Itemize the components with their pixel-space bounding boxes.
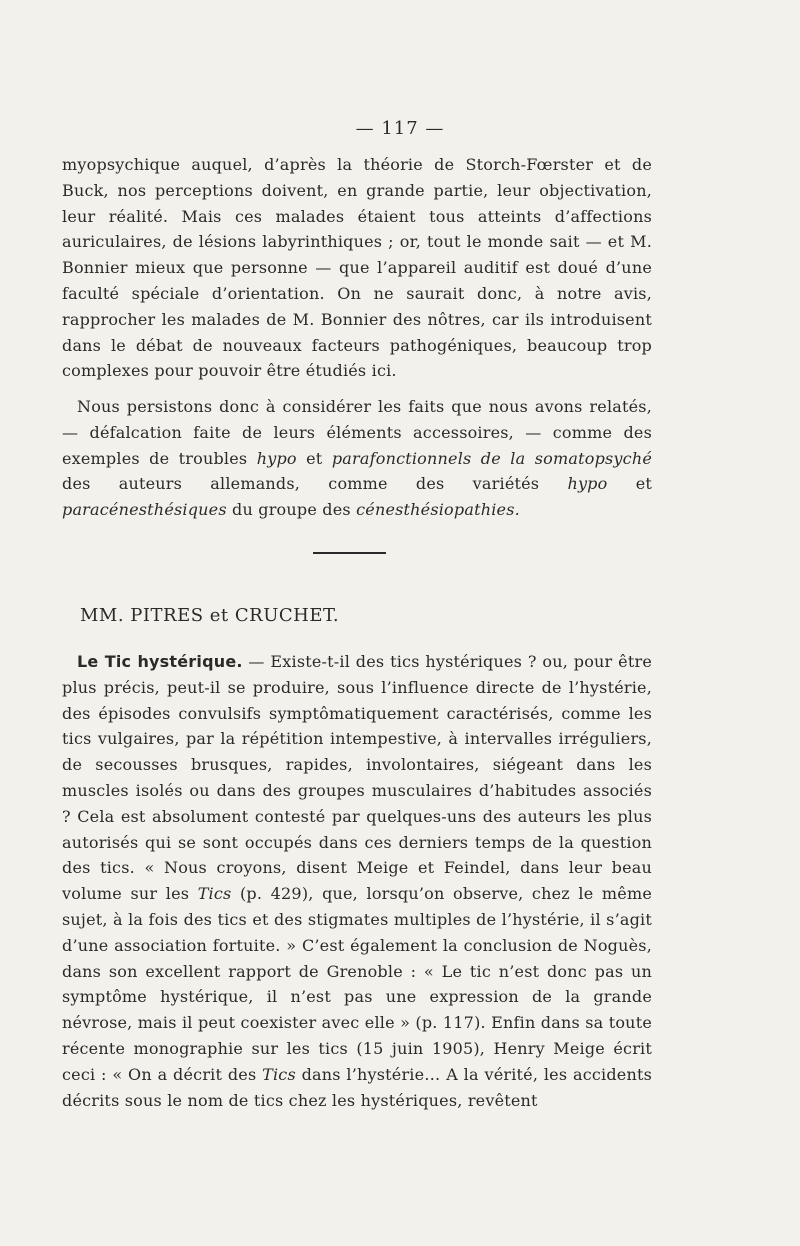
- text-run: — Existe-t-il des tics hystériques ? ou, pour être plus précis, peut-il se produire, sous l’influence directe de l’hystérie, des épisodes convulsifs symptômatiquement caractérisés, comme les tics vulgaires, par la répétition intempestive, à intervalles irréguliers, de secousses brusques, rapides, involontaires, siégeant dans les muscles isolés ou dans des groupes musculaires d’habitudes associés ? Cela est absolument contesté par quelques-uns des auteurs les plus autorisés qui se sont occupés dans ces derniers temps de la question des tics. « Nous croyons, disent Meige et Feindel, dans leur beau volume sur les: [62, 652, 652, 904]
- paragraph-text: [62, 649, 652, 1113]
- text-run: des auteurs allemands, comme des variétés: [62, 474, 568, 494]
- text-run: Nous persistons donc à considérer les faits que nous avons relatés, — défalcation faite de leurs éléments accessoires, — comme des exemples de troubles: [62, 397, 652, 468]
- text-run: et: [607, 474, 652, 494]
- section-heading: Le Tic hystérique.: [77, 652, 243, 671]
- paragraph-text: myopsychique auquel, d’après la théorie de Storch-Fœrster et de Buck, nos perceptions doivent, en grande partie, leur objectivation, leur réalité. Mais ces malades étaient tous atteints d’affections auriculaires, de lésions labyrinthiques ; or, tout le monde sait — et M. Bonnier mieux que personne — que l’appareil auditif est doué d’une faculté spéciale d’orientation. On ne saurait donc, à notre avis, rapprocher les malades de M. Bonnier des nôtres, car ils introduisent dans le débat de nouveaux facteurs pathogéniques, beaucoup trop complexes pour pouvoir être étudiés ici.: [62, 155, 652, 381]
- italic-term: hypo: [567, 474, 608, 494]
- text-run: du groupe des: [226, 500, 357, 520]
- text-run: (p. 429), que, lorsqu’on observe, chez le même sujet, à la fois des tics et des stigmates multiples de l’hystérie, il s’agit d’une association fortuite. » C’est également la conclusion de Noguès, dans son excellent rapport de Grenoble : « Le tic n’est donc pas un symptôme hystérique, il n’est pas une expression de la grande névrose, mais il peut coexister avec elle » (p. 117). Enfin dans sa toute récente monographie sur les tics (15 juin 1905), Henry Meige écrit ceci : « On a décrit des: [62, 884, 653, 1084]
- italic-term: Tics: [262, 1064, 296, 1084]
- paragraph-continuation: [62, 152, 652, 384]
- page-number: — 117 —: [355, 118, 445, 139]
- paragraph-text: [62, 394, 652, 523]
- italic-term: hypo: [256, 448, 297, 468]
- italic-term: Tics: [197, 884, 232, 904]
- italic-term: parafonctionnels de la somatopsyché: [331, 448, 653, 468]
- text-run: dans l’hystérie… A la vérité, les accidents décrits sous le nom de tics chez les hystériques, revêtent: [62, 1064, 652, 1110]
- italic-term: cénesthésiopathies.: [356, 500, 520, 520]
- paragraph-tic-hysterique: [62, 649, 652, 1113]
- paragraph-conclusion: [62, 394, 652, 523]
- section-authors: MM. PITRES et CRUCHET.: [80, 605, 340, 626]
- italic-term: paracénesthésiques: [62, 500, 227, 520]
- section-divider: [313, 552, 386, 554]
- text-run: et: [296, 448, 332, 468]
